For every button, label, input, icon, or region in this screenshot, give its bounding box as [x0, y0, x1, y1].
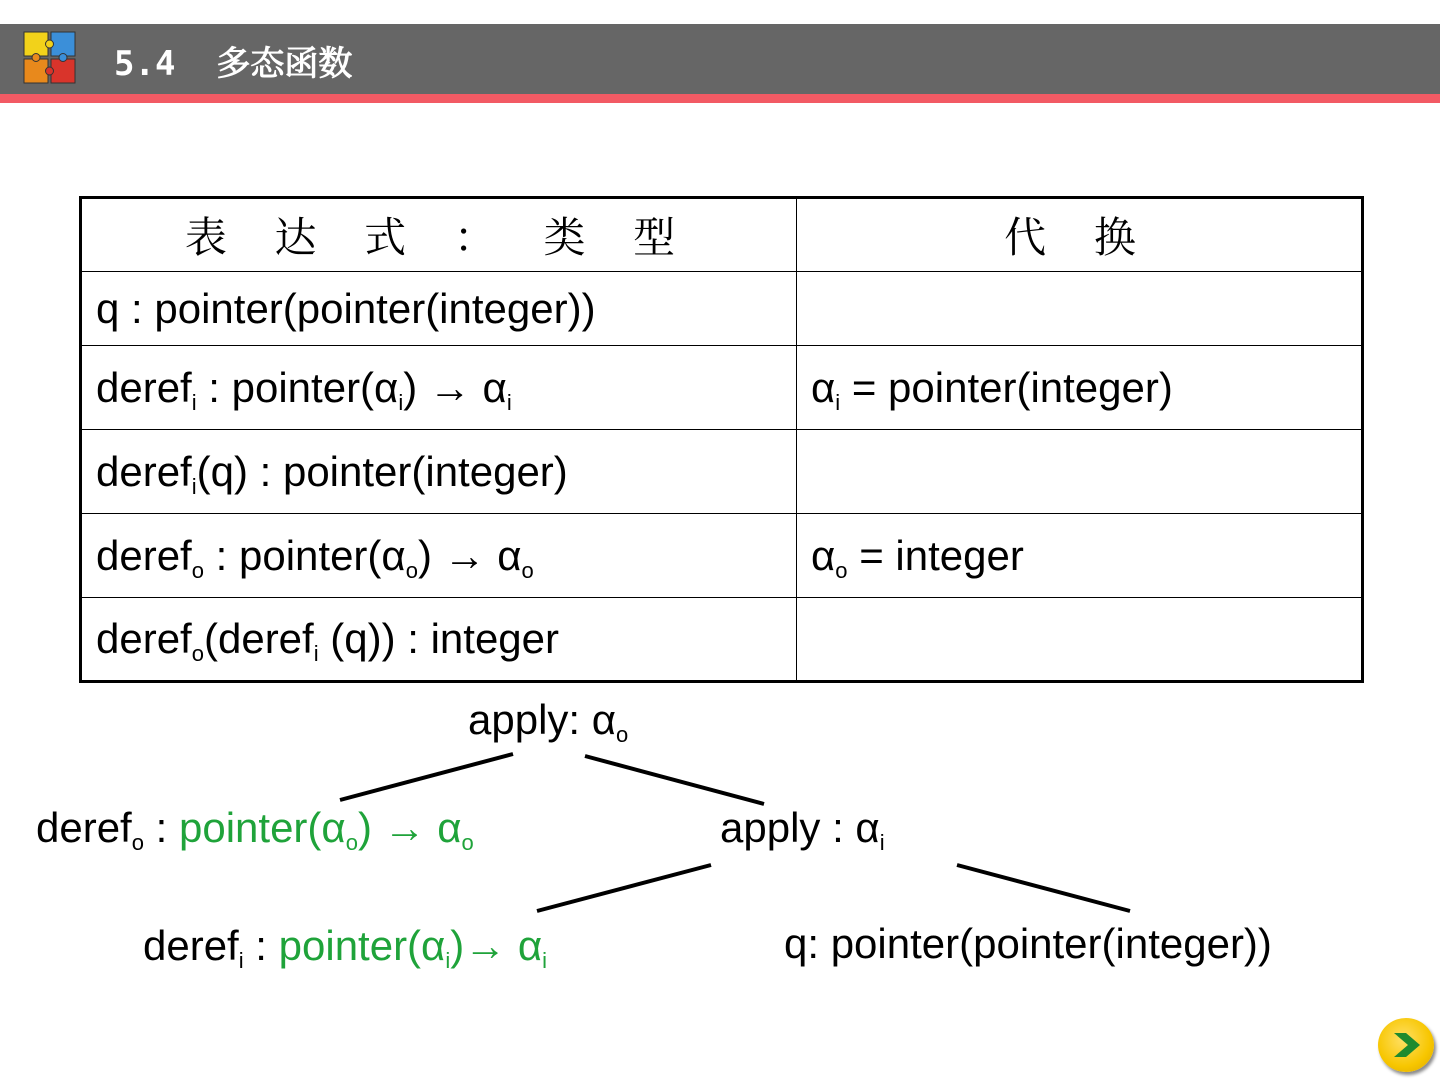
tree-node-apply-i [720, 804, 885, 855]
cell-text: deref [96, 531, 192, 579]
cell-text: = pointer(integer) [840, 363, 1173, 411]
cell-text: = integer [847, 531, 1024, 579]
cell-subscript: o [405, 557, 418, 583]
tree-node-name-subscript: o [131, 830, 144, 855]
cell-text: deref [96, 447, 192, 495]
tree-node-type-part: pointer(α [278, 922, 446, 969]
cell-text: α [811, 531, 836, 579]
tree-node-type-part: ) → α [357, 804, 462, 851]
cell-subscript: o [835, 557, 848, 583]
tree-node-name: deref [36, 804, 132, 851]
cell-text: ) → α [417, 531, 522, 579]
cell-subscript: i [191, 473, 197, 499]
tree-node-type-subscript: o [345, 830, 358, 855]
cell-text: deref [96, 363, 192, 411]
tree-node-type-part: )→ α [450, 922, 543, 969]
tree-node-type [278, 922, 548, 973]
cell-subscript: i [398, 389, 404, 415]
tree-edge-root-left [340, 754, 513, 800]
cell-subscript: o [191, 641, 204, 666]
tree-node-type-part: pointer(α [179, 804, 346, 851]
tree-node-name-subscript: i [238, 948, 244, 973]
cell-text: (q)) : integer [318, 615, 560, 662]
cell-text: deref [96, 615, 192, 662]
tree-edge-apply-left [537, 865, 711, 911]
cell-text: (deref [203, 615, 314, 662]
cell-subscript: i [191, 389, 197, 415]
column-header-substitution: 代 换 [797, 198, 1363, 272]
cell-text: α [811, 363, 836, 411]
tree-node-deref-i [143, 922, 548, 973]
cell-text: : pointer(α [196, 363, 399, 411]
tree-edge-apply-right [957, 865, 1130, 911]
page-title: 5.4 多态函数 [114, 44, 353, 84]
tree-node-type-subscript: i [445, 948, 451, 973]
tree-node-apply-subscript: i [879, 830, 885, 855]
cell-subscript: o [521, 557, 534, 583]
tree-node-apply-label: apply : α [720, 804, 880, 851]
tree-node-type [179, 804, 474, 855]
tree-node-root [468, 696, 629, 747]
cell-subscript: o [191, 557, 204, 583]
column-header-expression: 表 达 式 ： 类 型 [81, 198, 797, 272]
tree-node-type-subscript: o [461, 830, 474, 855]
tree-node-q [784, 920, 1272, 967]
next-arrow-icon [1392, 1031, 1422, 1059]
tree-node-name: deref [143, 922, 239, 969]
cell-text: (q) : pointer(integer) [196, 447, 568, 495]
tree-node-q-label: q: pointer(pointer(integer)) [784, 920, 1272, 967]
cell-subscript: i [506, 389, 512, 415]
tree-edge-root-right [585, 756, 764, 804]
cell-text: ) → α [403, 363, 507, 411]
cell-subscript: i [835, 389, 841, 415]
next-slide-button[interactable] [1378, 1018, 1434, 1072]
tree-node-colon: : [243, 922, 279, 969]
tree-node-root-label: apply: α [468, 696, 617, 743]
tree-node-colon: : [143, 804, 179, 851]
cell-subscript: i [313, 641, 319, 666]
tree-node-type-subscript: i [542, 948, 548, 973]
tree-node-root-subscript: o [616, 722, 629, 747]
cell-text: q : pointer(pointer(integer)) [96, 284, 596, 332]
tree-node-deref-o [36, 804, 474, 855]
cell-text: : pointer(α [203, 531, 406, 579]
